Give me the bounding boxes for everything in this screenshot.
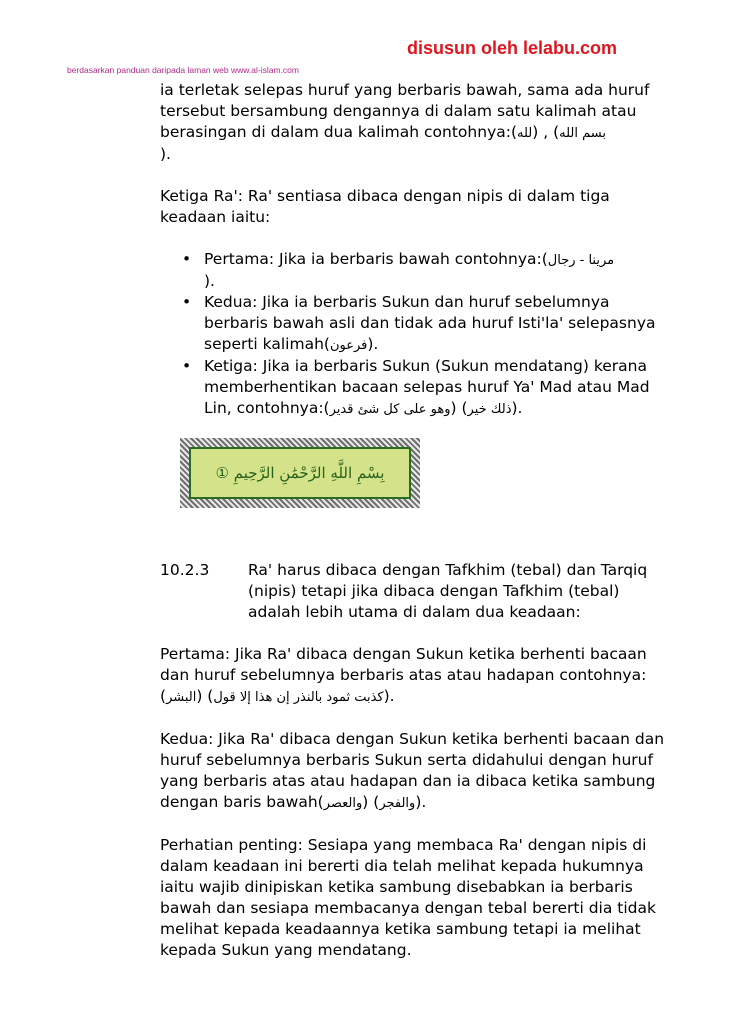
paragraph-ketiga: Ketiga Ra': Ra' sentiasa dibaca dengan nipis di dalam tiga keadaan iaitu: xyxy=(160,187,610,226)
paragraph-note: Perhatian penting: Sesiapa yang membaca Ra' dengan nipis di dalam keadaan ini bererti dia telah melihat kepada hukumnya iaitu wajib dinipiskan ketika sambung disebabkan ia berbaris bawah dan sesiapa membacanya dengan tebal bererti dia tidak melihat kepada keadaannya ketika sambung tetapi ia melihat kepada Sukun yang mendatang. xyxy=(160,836,656,959)
section-text: Ra' harus dibaca dengan Tafkhim (tebal) dan Tarqiq (nipis) tetapi jika dibaca dengan Tafkhim (tebal) adalah lebih utama di dalam dua keadaan: xyxy=(248,561,648,621)
paragraph-intro xyxy=(160,80,670,165)
arabic-example: ذلك خير xyxy=(467,402,512,417)
paragraph-text: Pertama: Jika Ra' dibaca dengan Sukun ketika berhenti bacaan dan huruf sebelumnya berbaris atas atau hadapan contohnya:( xyxy=(160,645,647,705)
punctuation: ) ( xyxy=(362,793,380,811)
section-number: 10.2.3 xyxy=(160,561,210,579)
punctuation: ). xyxy=(383,687,395,705)
paragraph-text: Kedua: Jika Ra' dibaca dengan Sukun ketika berhenti bacaan dan huruf sebelumnya berbaris Sukun serta didahului dengan huruf yang berbaris atas atau hadapan dan ia dibaca ketika sambung dengan baris bawah( xyxy=(160,730,665,811)
list-item xyxy=(204,356,670,420)
section-10-2-3 xyxy=(160,560,670,623)
paragraph-kedua xyxy=(160,729,670,814)
arabic-example: لله xyxy=(517,126,533,141)
paragraph-text: ia terletak selepas huruf yang berbaris bawah, sama ada huruf tersebut bersambung dengannya di dalam satu kalimah atau berasingan di dalam dua kalimah contohnya:( xyxy=(160,81,650,141)
punctuation: ). xyxy=(415,793,427,811)
arabic-example: بسم الله xyxy=(559,126,606,141)
basmala-banner xyxy=(180,438,420,508)
document-body xyxy=(160,80,670,961)
arabic-example: مرينا - رجال xyxy=(547,253,615,268)
punctuation: ). xyxy=(160,145,171,163)
arabic-example: كذبت ثمود بالنذر إن هذا إلا قول xyxy=(213,690,384,705)
punctuation: ). xyxy=(511,399,523,417)
list-item xyxy=(204,292,670,356)
conditions-list xyxy=(160,249,670,420)
punctuation: ). xyxy=(204,272,215,290)
punctuation: ). xyxy=(367,335,379,353)
basmala-frame xyxy=(189,447,411,499)
list-item-text: Pertama: Jika ia berbaris bawah contohnya:( xyxy=(204,250,548,268)
basmala-text: بِسْمِ اللَّهِ الرَّحْمَٰنِ الرَّحِيمِ ① xyxy=(215,463,385,482)
arabic-example: وهو على كل شئ قدير xyxy=(329,402,451,417)
list-item xyxy=(204,249,670,292)
punctuation: ) ( xyxy=(196,687,214,705)
arabic-example: فرعون xyxy=(329,338,368,353)
source-note: berdasarkan panduan daripada laman web www.al-islam.com xyxy=(67,65,299,75)
arabic-example: والفجر xyxy=(379,796,416,811)
arabic-example: البشر xyxy=(166,690,197,705)
list-item-text: Kedua: Jika ia berbaris Sukun dan huruf sebelumnya berbaris bawah asli dan tidak ada huruf Isti'la' selepasnya seperti kalimah( xyxy=(204,293,656,353)
punctuation: ) ( xyxy=(450,399,468,417)
list-item-text: Ketiga: Jika ia berbaris Sukun (Sukun mendatang) kerana memberhentikan bacaan selepas huruf Ya' Mad atau Mad Lin, contohnya:( xyxy=(204,357,650,417)
paragraph-pertama xyxy=(160,644,670,708)
punctuation: ) , ( xyxy=(532,123,560,141)
arabic-example: والعصر xyxy=(323,796,363,811)
site-credit: disusun oleh lelabu.com xyxy=(407,38,618,58)
